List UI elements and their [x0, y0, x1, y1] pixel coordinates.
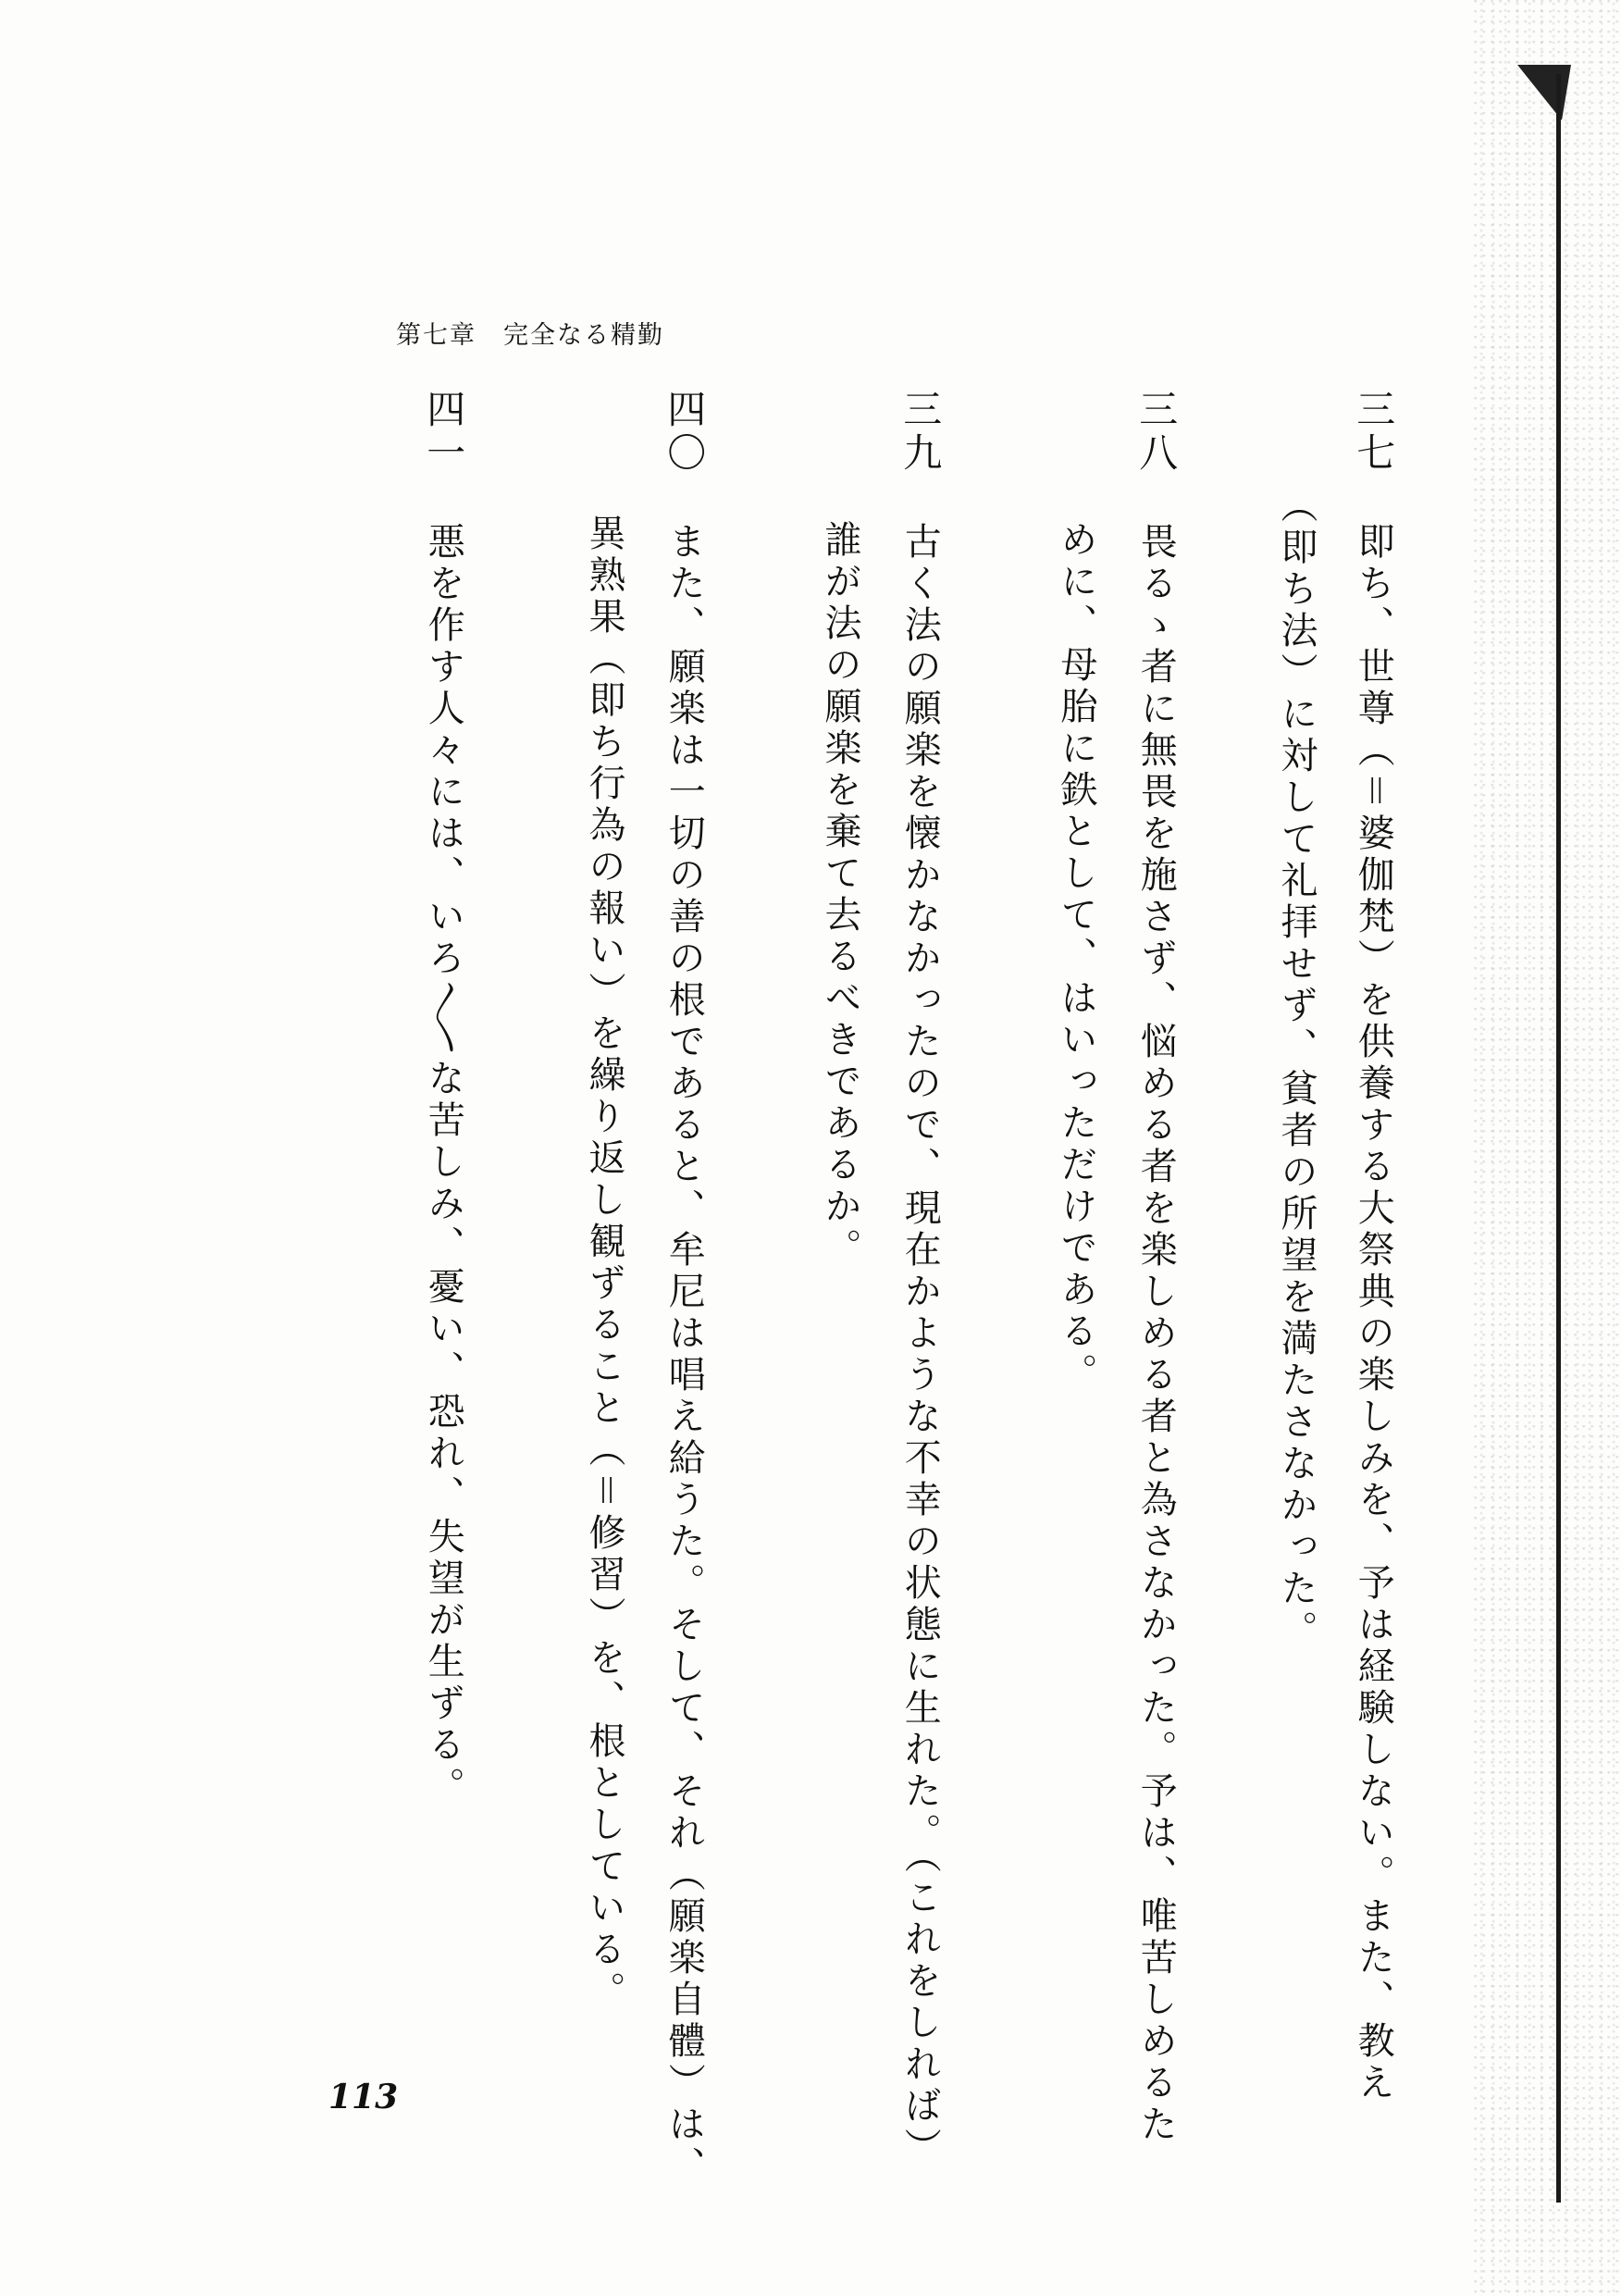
verse-line: 古く法の願楽を懐かなかったので、現在かような不幸の状態に生れた。（これをしれば） [898, 522, 942, 2169]
verse-number: 四〇 [662, 389, 708, 476]
verse-line: 即ち、世尊（＝婆伽梵）を供養する大祭典の楽しみを、予は経験しない。また、教え [1352, 522, 1395, 2104]
verse-number: 三八 [1133, 389, 1180, 476]
running-header: 第七章 完全なる精勤 [396, 321, 664, 350]
verse-37-line-2: （即ち法）に対して礼拝せず、貧者の所望を満たさなかった。 [1275, 486, 1318, 1652]
verse-number: 三七 [1351, 389, 1397, 476]
verse-37 [1351, 389, 1395, 2104]
binding-notch [1517, 65, 1571, 120]
verse-38-line-2: めに、母胎に鉄として、はいっただけである。 [1055, 520, 1097, 1395]
verse-number: 四一 [421, 389, 467, 476]
scan-edge-noise [1473, 0, 1621, 2296]
page-binding-line [1556, 74, 1561, 2203]
verse-line: 畏るゝ者に無畏を施さず、悩める者を楽しめる者と為さなかった。予は、唯苦しめるた [1134, 522, 1178, 2146]
verse-41 [421, 389, 465, 1808]
verse-40-line-2: 異熟果（即ち行為の報い）を繰り返し観ずること（＝修習）を、根としている。 [583, 514, 625, 2013]
verse-line: 悪を作す人々には、いろ〳〵な苦しみ、憂い、恐れ、失望が生ずる。 [422, 522, 465, 1808]
verse-line: また、願楽は一切の善の根であると、牟尼は唱え給うた。そして、それ（願楽自體）は、 [662, 522, 706, 2188]
verse-number: 三九 [897, 389, 944, 476]
verse-40 [662, 389, 706, 2188]
verse-39 [897, 389, 942, 2169]
page-number: 113 [328, 2078, 399, 2116]
verse-38 [1133, 389, 1178, 2146]
verse-39-line-2: 誰が法の願楽を棄て去るべきであるか。 [819, 520, 861, 1270]
